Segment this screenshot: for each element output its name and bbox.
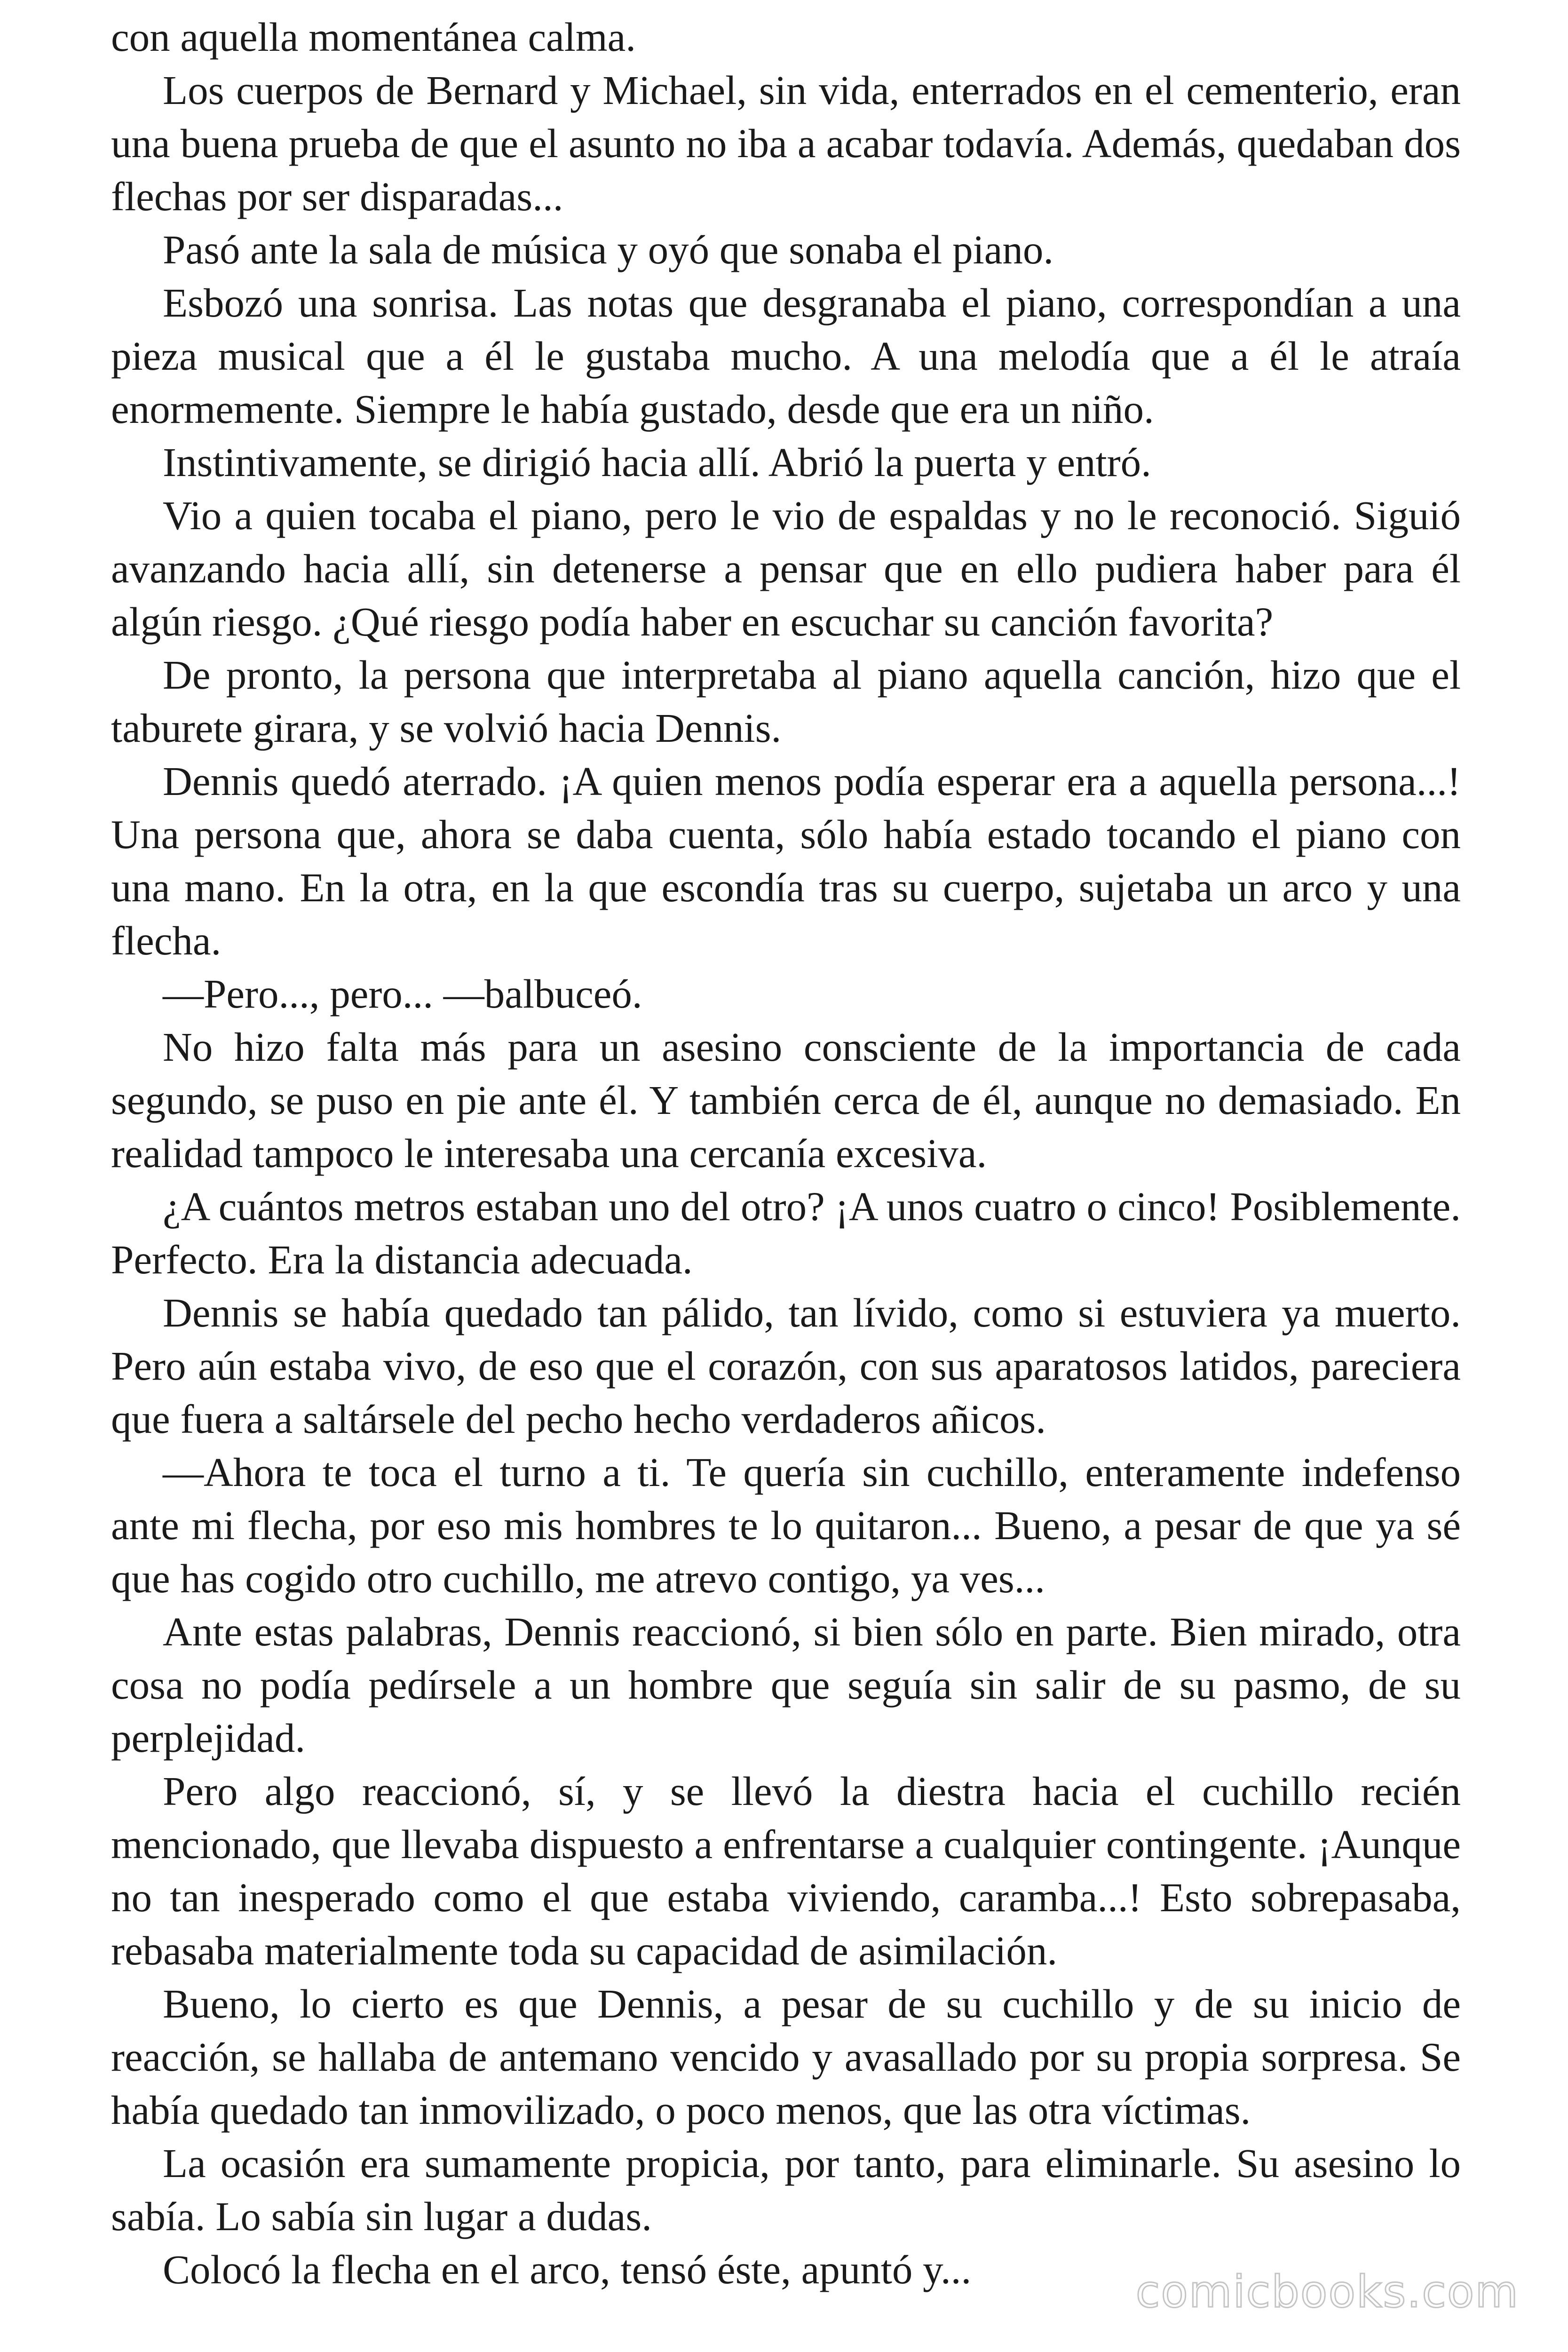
dialogue-paragraph: —Ahora te toca el turno a ti. Te quería sin cuchillo, enteramente indefenso ante mi flecha, por eso mis hombres te lo quitaron... Bueno, a pesar de que ya sé que has cogido otro cuchillo, me atrevo contigo, ya ves...: [111, 1449, 1461, 1601]
paragraph: No hizo falta más para un asesino consciente de la importancia de cada segundo, se puso en pie ante él. Y también cerca de él, aunque no demasiado. En realidad tampoco le interesaba una cercanía excesiva.: [111, 1024, 1461, 1176]
paragraph: Colocó la flecha en el arco, tensó éste, apuntó y...: [163, 2247, 972, 2292]
paragraph: Vio a quien tocaba el piano, pero le vio de espaldas y no le reconoció. Siguió avanzando hacia allí, sin detenerse a pensar que en ello pudiera haber para él algún riesgo. ¿Qué riesgo podía haber en escuchar su canción favorita?: [111, 493, 1461, 644]
paragraph: La ocasión era sumamente propicia, por tanto, para eliminarle. Su asesino lo sabía. Lo sabía sin lugar a dudas.: [111, 2140, 1461, 2239]
paragraph: ¿A cuántos metros estaban uno del otro? ¡A unos cuatro o cinco! Posiblemente. Perfecto. Era la distancia adecuada.: [111, 1184, 1461, 1282]
watermark: comicbooks.com: [1135, 2266, 1519, 2318]
dialogue-paragraph: —Pero..., pero... —balbuceó.: [163, 971, 642, 1017]
paragraph: Bueno, lo cierto es que Dennis, a pesar de su cuchillo y de su inicio de reacción, se hallaba de antemano vencido y avasallado por su propia sorpresa. Se había quedado tan inmovilizado, o poco menos, que las otra víctimas.: [111, 1981, 1461, 2133]
paragraph: Pasó ante la sala de música y oyó que sonaba el piano.: [163, 227, 1054, 272]
paragraph-continuation: con aquella momentánea calma.: [111, 14, 636, 60]
paragraph: Pero algo reaccionó, sí, y se llevó la diestra hacia el cuchillo recién mencionado, que llevaba dispuesto a enfrentarse a cualquier contingente. ¡Aunque no tan inesperado como el que estaba viviendo, caramba...! Esto sobrepasaba, rebasaba materialmente toda su capacidad de asimilación.: [111, 1768, 1461, 1973]
paragraph: Los cuerpos de Bernard y Michael, sin vida, enterrados en el cementerio, eran una buena prueba de que el asunto no iba a acabar todavía. Además, quedaban dos flechas por ser disparadas...: [111, 67, 1461, 219]
paragraph: Instintivamente, se dirigió hacia allí. Abrió la puerta y entró.: [163, 439, 1151, 485]
paragraph: Esbozó una sonrisa. Las notas que desgranaba el piano, correspondían a una pieza musical que a él le gustaba mucho. A una melodía que a él le atraía enormemente. Siempre le había gustado, desde que era un niño.: [111, 280, 1461, 432]
paragraph: Dennis quedó aterrado. ¡A quien menos podía esperar era a aquella persona...! Una persona que, ahora se daba cuenta, sólo había estado tocando el piano con una mano. En la otra, en la que escondía tras su cuerpo, sujetaba un arco y una flecha.: [111, 758, 1461, 963]
paragraph: De pronto, la persona que interpretaba al piano aquella canción, hizo que el taburete girara, y se volvió hacia Dennis.: [111, 652, 1461, 751]
book-page-text: [111, 10, 1461, 2296]
paragraph: Ante estas palabras, Dennis reaccionó, si bien sólo en parte. Bien mirado, otra cosa no podía pedírsele a un hombre que seguía sin salir de su pasmo, de su perplejidad.: [111, 1609, 1461, 1761]
paragraph: Dennis se había quedado tan pálido, tan lívido, como si estuviera ya muerto. Pero aún estaba vivo, de eso que el corazón, con sus aparatosos latidos, pareciera que fuera a saltársele del pecho hecho verdaderos añicos.: [111, 1290, 1461, 1442]
